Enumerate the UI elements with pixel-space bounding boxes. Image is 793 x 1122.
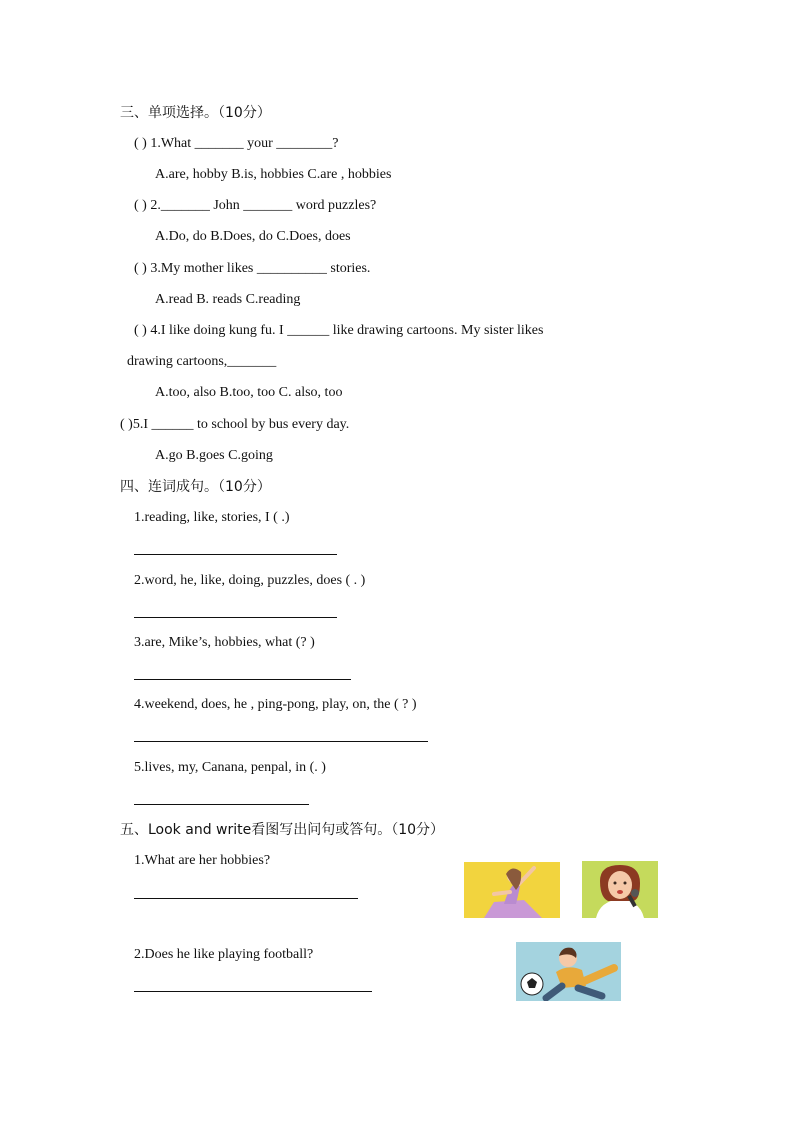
answer-line-3[interactable]: [134, 679, 351, 680]
answer-line-1[interactable]: [134, 554, 337, 555]
section-3-title: 三、单项选择。（10分）: [120, 105, 271, 121]
question-5: ( )5.I ______ to school by bus every day.: [120, 417, 350, 432]
sentence-1-words: 1.reading, like, stories, I ( .): [134, 510, 290, 525]
answer-line-4[interactable]: [134, 741, 428, 742]
question-5-options: A.go B.goes C.going: [155, 448, 273, 463]
look-write-question-1: 1.What are her hobbies?: [134, 853, 271, 868]
question-4-options: A.too, also B.too, too C. also, too: [155, 385, 343, 400]
question-4-continued: drawing cartoons,_______: [127, 354, 277, 369]
section-5-title: 五、Look and write看图写出问句或答句。（10分）: [120, 822, 445, 838]
question-2-options: A.Do, do B.Does, do C.Does, does: [155, 229, 351, 244]
sentence-3-words: 3.are, Mike’s, hobbies, what (? ): [134, 635, 315, 650]
singing-woman-picture: [582, 861, 658, 918]
look-write-question-2: 2.Does he like playing football?: [134, 947, 314, 962]
section-4-title: 四、连词成句。（10分）: [120, 479, 271, 495]
sentence-2-words: 2.word, he, like, doing, puzzles, does ( . ): [134, 573, 366, 588]
answer-line-2[interactable]: [134, 617, 337, 618]
look-write-answer-line-2[interactable]: [134, 991, 372, 992]
answer-line-5[interactable]: [134, 804, 309, 805]
sentence-4-words: 4.weekend, does, he , ping-pong, play, on, the ( ? ): [134, 697, 417, 712]
question-1-options: A.are, hobby B.is, hobbies C.are , hobbies: [155, 167, 392, 182]
sentence-5-words: 5.lives, my, Canana, penpal, in (. ): [134, 760, 326, 775]
question-1: ( ) 1.What _______ your ________?: [134, 136, 339, 151]
dancing-girl-picture: [464, 862, 560, 918]
question-3: ( ) 3.My mother likes __________ stories.: [134, 261, 371, 276]
question-2: ( ) 2._______ John _______ word puzzles?: [134, 198, 377, 213]
look-write-answer-line-1[interactable]: [134, 898, 358, 899]
question-3-options: A.read B. reads C.reading: [155, 292, 301, 307]
question-4: ( ) 4.I like doing kung fu. I ______ like drawing cartoons. My sister likes: [134, 323, 544, 338]
football-boy-picture: [516, 942, 621, 1001]
